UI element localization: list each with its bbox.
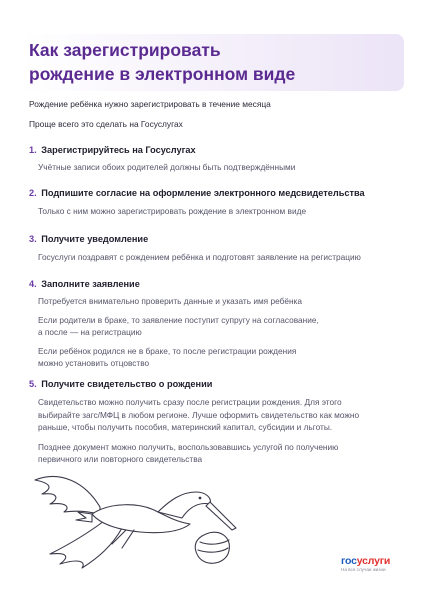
step-5-title: Получите свидетельство о рождении — [41, 379, 213, 389]
step-5-text-5: первичного или повторного свидетельства — [38, 454, 203, 465]
page-title — [29, 38, 295, 86]
step-5-text-1: Свидетельство можно получить сразу после регистрации рождения. Для этого — [38, 397, 342, 407]
step-3-text: Госуслуги поздравят с рождением ребёнка и подготовят заявление на регистрацию — [38, 252, 361, 262]
gosuslugi-logo[interactable] — [341, 555, 390, 572]
step-2-number: 2. — [29, 188, 37, 198]
step-4-number: 4. — [29, 279, 37, 289]
step-4-text-2: Если родители в браке, то заявление поступит супругу на согласование, — [38, 314, 319, 325]
logo-tagline: На все случаи жизни — [341, 567, 386, 572]
step-2 — [29, 187, 399, 218]
title-line-2: рождение в электронном виде — [29, 64, 296, 84]
step-5-heading — [29, 378, 399, 390]
logo-wordmark: госуслуги — [341, 555, 391, 567]
intro-line-1: Рождение ребёнка нужно зарегистрировать в течение месяца — [29, 99, 271, 109]
step-4-title: Заполните заявление — [41, 279, 140, 289]
step-4-text-5: можно установить отцовство — [38, 358, 150, 369]
step-1-title: Зарегистрируйтесь на Госуслугах — [41, 145, 196, 155]
intro-line-2: Проще всего это сделать на Госуслугах — [29, 119, 183, 129]
step-5-text-3: раньше, чтобы получить пособия, материнский капитал, субсидии и льготы. — [38, 422, 333, 433]
step-1-number: 1. — [29, 145, 37, 155]
step-4-heading — [29, 278, 399, 290]
step-3-heading — [29, 233, 399, 245]
step-2-heading — [29, 187, 399, 199]
step-5-text-4: Позднее документ можно получить, воспользовавшись услугой по получению — [38, 441, 339, 452]
step-2-title: Подпишите согласие на оформление электронного медсвидетельства — [41, 188, 365, 198]
step-4-text-3: а после — на регистрацию — [38, 327, 142, 338]
step-3 — [29, 233, 399, 264]
stork-illustration — [30, 462, 240, 582]
step-1-text: Учётные записи обоих родителей должны быть подтверждёнными — [38, 162, 296, 172]
step-4 — [29, 278, 399, 370]
step-5 — [29, 378, 399, 466]
step-5-number: 5. — [29, 379, 37, 389]
step-1-heading — [29, 144, 399, 156]
title-line-1: Как зарегистрировать — [29, 40, 221, 60]
step-5-text-2: выбирайте загс/МФЦ в любом регионе. Лучше оформить свидетельство как можно — [38, 409, 360, 420]
step-3-number: 3. — [29, 234, 37, 244]
step-1 — [29, 144, 399, 174]
step-2-text: Только с ним можно зарегистрировать рождение в электронном виде — [38, 206, 307, 216]
step-4-text-4: Если ребёнок родился не в браке, то после регистрации рождения — [38, 345, 297, 356]
step-3-title: Получите уведомление — [41, 234, 149, 244]
step-4-text-1: Потребуется внимательно проверить данные и указать имя ребёнка — [38, 296, 302, 306]
